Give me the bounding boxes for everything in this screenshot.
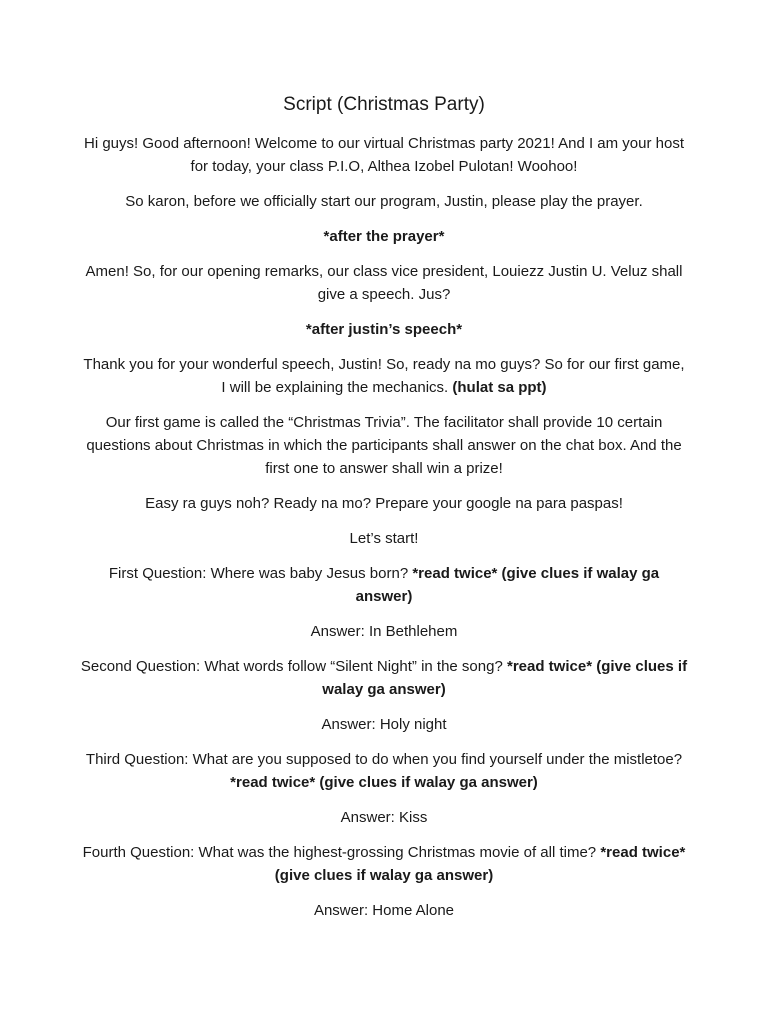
paragraph-bold-text: *read twice* (give clues if walay ga answer) [230,774,538,791]
paragraph-text: First Question: Where was baby Jesus born? [108,565,413,582]
paragraph-bold-text: *after the prayer* [323,228,445,245]
answer-4 [80,899,688,922]
paragraph-bold-text: *after justin’s speech* [305,321,463,338]
paragraph-text: Easy ra guys noh? Ready na mo? Prepare your google na para paspas! [145,495,623,512]
paragraph-text: Answer: Kiss [340,809,428,826]
paragraph-text: Fourth Question: What was the highest-grossing Christmas movie of all time? [82,844,601,861]
paragraph-text: Answer: In Bethlehem [310,623,458,640]
question-4 [80,841,688,887]
question-2 [80,655,688,701]
paragraph-text: Amen! So, for our opening remarks, our class vice president, Louiezz Justin U. Veluz shall give a speech. Jus? [85,263,683,303]
paragraph-text: Our first game is called the “Christmas Trivia”. The facilitator shall provide 10 certain questions about Christmas in which the participants shall answer on the chat box. And the first one to answer shall win a prize! [86,414,682,477]
paragraph-bold-text: *read twice* (give clues if walay ga answer) [355,565,660,605]
answer-2 [80,713,688,736]
paragraph-game-mechanics [80,411,688,480]
answer-1 [80,620,688,643]
paragraph-ready [80,492,688,515]
stage-direction [80,225,688,248]
document-page [80,92,688,934]
paragraph-text: Hi guys! Good afternoon! Welcome to our virtual Christmas party 2021! And I am your host for today, your class P.I.O, Althea Izobel Pulotan! Woohoo! [83,135,684,175]
answer-3 [80,806,688,829]
paragraph-text: Answer: Holy night [321,716,447,733]
question-3 [80,748,688,794]
paragraph-bold-text: *read twice* (give clues if walay ga answer) [322,658,688,698]
paragraph-text: Second Question: What words follow “Silent Night” in the song? [80,658,507,675]
paragraph-bold-text: (hulat sa ppt) [452,379,547,396]
stage-direction [80,318,688,341]
paragraph-text: So karon, before we officially start our program, Justin, please play the prayer. [125,193,643,210]
paragraph-welcome [80,132,688,178]
paragraph-thank-you [80,353,688,399]
paragraph-opening-remarks [80,260,688,306]
paragraph-text: Answer: Home Alone [313,902,455,919]
paragraph-text: Let’s start! [349,530,419,547]
paragraph-bold-text: *read twice* (give clues if walay ga answer) [274,844,686,884]
paragraph-prayer [80,190,688,213]
paragraph-text: Third Question: What are you supposed to do when you find yourself under the mistletoe? [85,751,683,768]
question-1 [80,562,688,608]
document-title: Script (Christmas Party) [283,94,485,115]
paragraph-text: Thank you for your wonderful speech, Justin! So, ready na mo guys? So for our first game, I will be explaining the mechanics. [83,356,685,396]
paragraph-lets-start [80,527,688,550]
